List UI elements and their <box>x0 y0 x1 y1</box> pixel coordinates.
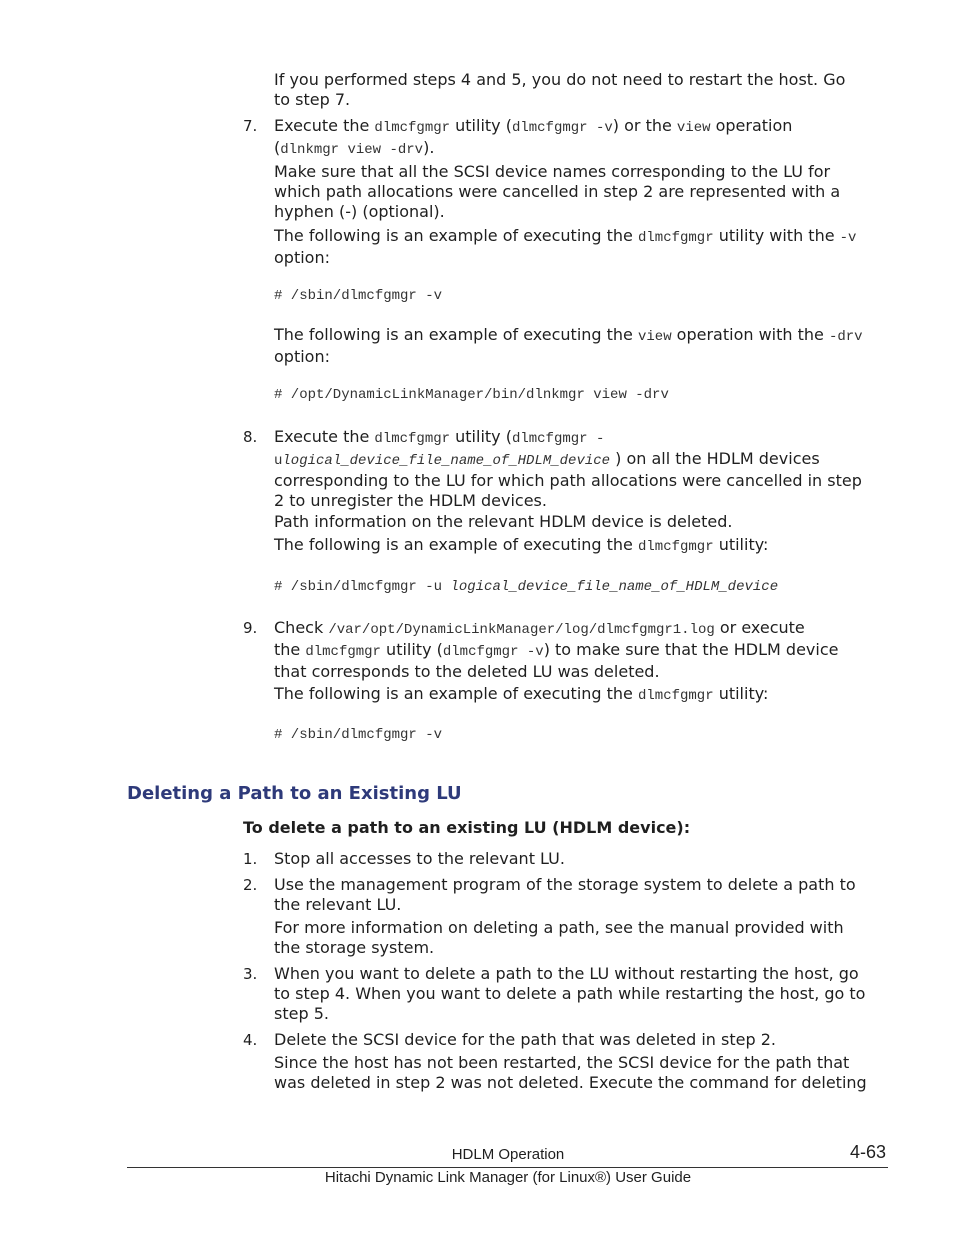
step-8-example-intro: The following is an example of executing the dlmcfgmgr utility: <box>274 535 769 555</box>
section-heading: Deleting a Path to an Existing LU <box>127 783 462 804</box>
step-8-number: 8. <box>243 428 258 446</box>
code-example-dlmcfgmgr-v-2: # /sbin/dlmcfgmgr -v <box>274 727 443 743</box>
step-8-result: Path information on the relevant HDLM device is deleted. <box>274 512 733 531</box>
step-9-text: Check /var/opt/DynamicLinkManager/log/dlmcfgmgr1.log or execute the dlmcfgmgr utility (dlmcfgmgr -v) to make sure that the HDLM device that corresponds to the deleted LU was deleted. <box>274 618 839 681</box>
procedure-step-4-note: Since the host has not been restarted, the SCSI device for the path that was deleted in step 2 was not deleted. Execute the command for deleting <box>274 1053 867 1092</box>
procedure-step-1-number: 1. <box>243 850 258 868</box>
procedure-title: To delete a path to an existing LU (HDLM device): <box>243 818 691 837</box>
footer-guide-title: Hitachi Dynamic Link Manager (for Linux®) User Guide <box>324 1169 692 1186</box>
footer-section-name: HDLM Operation <box>451 1146 565 1163</box>
code-example-dlmcfgmgr-v: # /sbin/dlmcfgmgr -v <box>274 288 443 304</box>
procedure-step-2-note: For more information on deleting a path, see the manual provided with the storage system. <box>274 918 844 957</box>
footer-divider <box>127 1167 888 1168</box>
procedure-step-4: Delete the SCSI device for the path that was deleted in step 2. <box>274 1030 776 1049</box>
step-7-example-intro-2: The following is an example of executing the view operation with the -drv option: <box>274 325 863 366</box>
step-8-text: Execute the dlmcfgmgr utility (dlmcfgmgr - ulogical_device_file_name_of_HDLM_device ) on all the HDLM devices corresponding to the LU for which path allocations were cancelled in step 2 to unregister the HDLM devices. <box>274 427 862 510</box>
step-9-example-intro: The following is an example of executing the dlmcfgmgr utility: <box>274 684 769 704</box>
step-7-number: 7. <box>243 117 258 135</box>
step-7-note: Make sure that all the SCSI device names corresponding to the LU for which path allocations were cancelled in step 2 are represented with a hyphen (-) (optional). <box>274 162 841 221</box>
page-number: 4-63 <box>850 1142 887 1162</box>
procedure-step-1: Stop all accesses to the relevant LU. <box>274 849 565 868</box>
procedure-step-3: When you want to delete a path to the LU without restarting the host, go to step 4. When you want to delete a path while restarting the host, go to step 5. <box>274 964 866 1023</box>
step-7-text: Execute the dlmcfgmgr utility (dlmcfgmgr -v) or the view operation (dlnkmgr view -drv). <box>274 116 793 158</box>
procedure-step-2: Use the management program of the storage system to delete a path to the relevant LU. <box>274 875 856 914</box>
procedure-step-3-number: 3. <box>243 965 258 983</box>
intro-paragraph: If you performed steps 4 and 5, you do not need to restart the host. Go to step 7. <box>274 70 846 109</box>
code-example-dlmcfgmgr-u: # /sbin/dlmcfgmgr -u logical_device_file_name_of_HDLM_device <box>274 579 779 595</box>
code-example-view-drv: # /opt/DynamicLinkManager/bin/dlnkmgr view -drv <box>274 387 669 403</box>
procedure-step-4-number: 4. <box>243 1031 258 1049</box>
step-7-example-intro-1: The following is an example of executing the dlmcfgmgr utility with the -v option: <box>274 226 857 267</box>
procedure-step-2-number: 2. <box>243 876 258 894</box>
step-9-number: 9. <box>243 619 258 637</box>
